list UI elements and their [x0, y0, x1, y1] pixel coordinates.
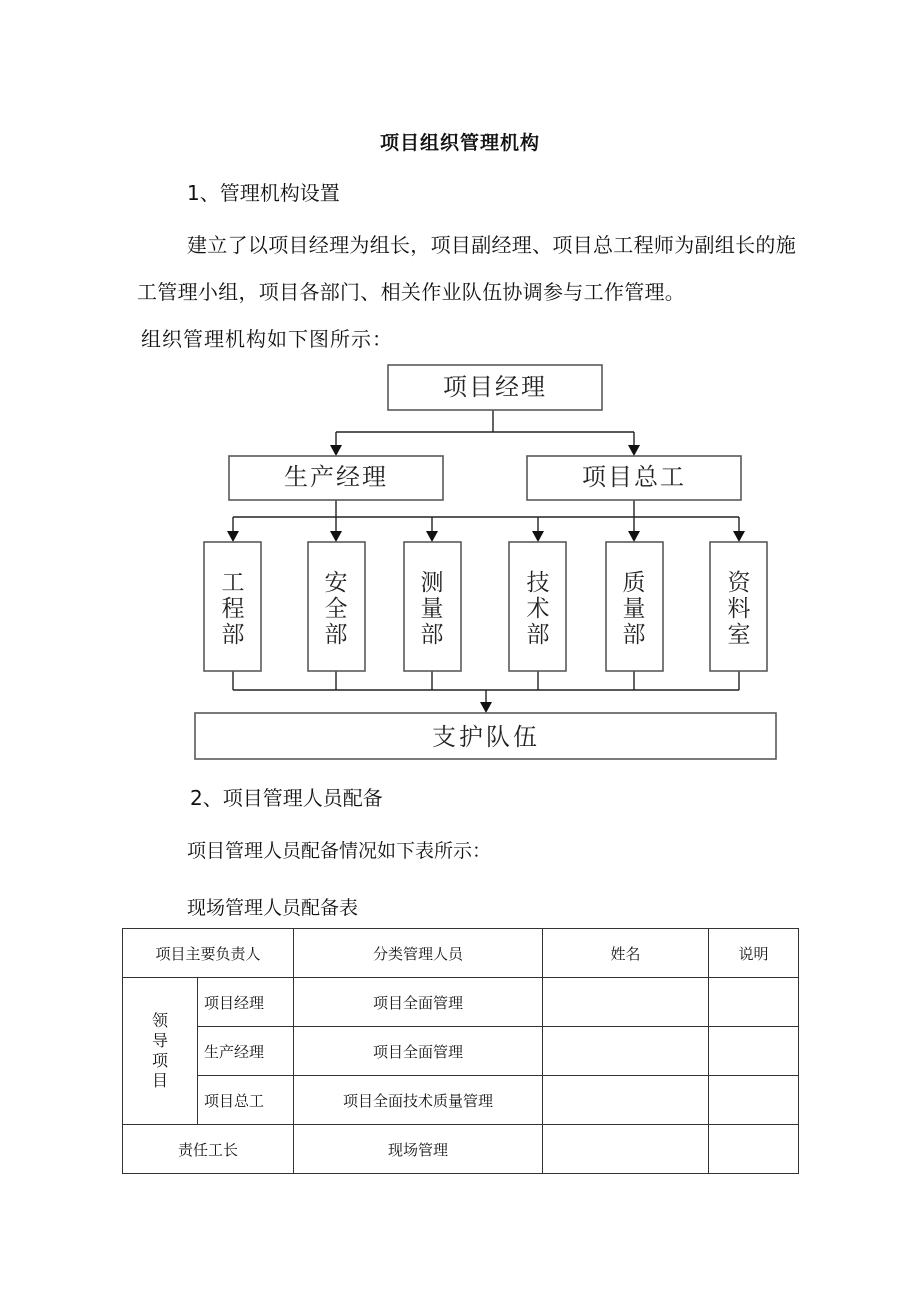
org-node-survey-dept-char-2: 量 [420, 596, 444, 622]
section-2-heading: 2、项目管理人员配备 [190, 786, 383, 810]
org-node-safety-dept-char-1: 安 [324, 570, 348, 596]
name-cell [543, 1027, 709, 1076]
role-cell: 责任工长 [123, 1125, 294, 1174]
org-node-survey-dept [404, 542, 461, 671]
role-cell: 项目总工 [198, 1076, 294, 1125]
org-node-technical-dept [509, 542, 566, 671]
org-node-chief-engineer-label: 项目总工 [582, 463, 686, 491]
page-title: 项目组织管理机构 [379, 132, 540, 154]
org-node-archive-room-char-2: 料 [727, 596, 751, 622]
note-cell [709, 978, 799, 1027]
section-1-heading: 1、管理机构设置 [187, 181, 340, 205]
table-row [123, 1125, 799, 1174]
section-1-paragraph-line-1: 建立了以项目经理为组长，项目副经理、项目总工程师为副组长的施 [187, 233, 796, 257]
role-cell: 生产经理 [198, 1027, 294, 1076]
org-node-engineering-dept-char-2: 程 [221, 596, 245, 622]
name-cell [543, 1076, 709, 1125]
table-row [123, 978, 799, 1027]
org-node-survey-dept-char-1: 测 [420, 570, 444, 596]
org-node-quality-dept-char-1: 质 [622, 570, 646, 596]
org-node-safety-dept-char-2: 全 [324, 596, 348, 622]
note-cell [709, 1125, 799, 1174]
note-cell [709, 1076, 799, 1125]
header-cell: 姓名 [543, 929, 709, 978]
note-cell [709, 1027, 799, 1076]
table-row [123, 1076, 799, 1125]
name-cell [543, 1125, 709, 1174]
org-node-engineering-dept-char-3: 部 [221, 622, 245, 648]
org-node-project-manager [388, 365, 602, 410]
duty-cell: 项目全面管理 [294, 1027, 543, 1076]
table-title: 现场管理人员配备表 [187, 897, 359, 919]
org-node-archive-room-char-1: 资 [727, 570, 751, 596]
org-node-engineering-dept [204, 542, 261, 671]
org-node-archive-room [710, 542, 767, 671]
header-cell: 分类管理人员 [294, 929, 543, 978]
duty-cell: 项目全面技术质量管理 [294, 1076, 543, 1125]
org-node-chief-engineer [527, 456, 741, 500]
group-label: 领导项目 [151, 1011, 168, 1090]
section-2-intro: 项目管理人员配备情况如下表所示： [187, 840, 492, 862]
org-node-quality-dept-char-2: 量 [622, 596, 646, 622]
org-node-technical-dept-char-1: 技 [526, 570, 550, 596]
org-node-support-team-label: 支护队伍 [432, 723, 540, 751]
org-node-production-manager [229, 456, 443, 500]
staff-table [122, 928, 799, 1174]
header-cell: 说明 [709, 929, 799, 978]
org-node-archive-room-char-3: 室 [727, 622, 751, 648]
org-node-engineering-dept-char-1: 工 [221, 570, 245, 596]
duty-cell: 现场管理 [294, 1125, 543, 1174]
org-node-production-manager-label: 生产经理 [284, 463, 388, 491]
org-node-safety-dept-char-3: 部 [324, 622, 348, 648]
org-node-quality-dept-char-3: 部 [622, 622, 646, 648]
header-cell: 项目主要负责人 [123, 929, 294, 978]
name-cell [543, 978, 709, 1027]
org-node-safety-dept [308, 542, 365, 671]
org-chart-caption: 组织管理机构如下图所示： [141, 327, 393, 351]
org-node-technical-dept-char-3: 部 [526, 622, 550, 648]
role-cell: 项目经理 [198, 978, 294, 1027]
org-node-project-manager-label: 项目经理 [443, 373, 547, 401]
org-node-support-team [195, 713, 776, 759]
section-1-paragraph-line-2: 工管理小组，项目各部门、相关作业队伍协调参与工作管理。 [137, 280, 686, 304]
org-node-technical-dept-char-2: 术 [526, 596, 550, 622]
duty-cell: 项目全面管理 [294, 978, 543, 1027]
table-header-row [123, 929, 799, 978]
group-label-cell [123, 978, 198, 1125]
table-row [123, 1027, 799, 1076]
org-node-survey-dept-char-3: 部 [420, 622, 444, 648]
org-node-quality-dept [606, 542, 663, 671]
